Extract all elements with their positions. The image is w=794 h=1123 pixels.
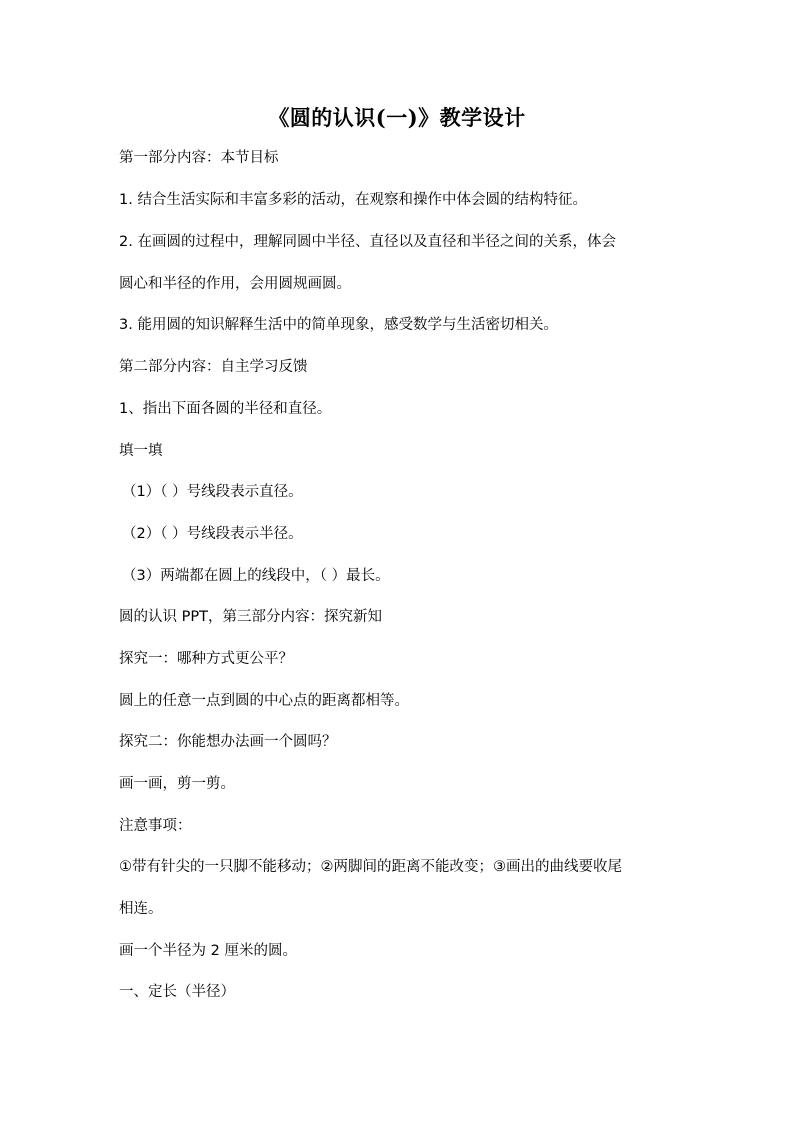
section-heading-goals: 第一部分内容：本节目标 — [119, 150, 279, 166]
section-heading-explore: 圆的认识 PPT，第三部分内容：探究新知 — [119, 609, 382, 625]
fill-in-item-2: （2）（ ）号线段表示半径。 — [122, 526, 303, 542]
subheading-fixed-length: 一、定长（半径） — [119, 984, 235, 1000]
notes-heading: 注意事项： — [119, 818, 192, 834]
fill-in-heading: 填一填 — [119, 443, 163, 459]
document-title: 《圆的认识(一)》教学设计 — [268, 105, 526, 130]
explore-one-heading: 探究一：哪种方式更公平？ — [119, 651, 293, 667]
fill-in-item-3: （3）两端都在圆上的线段中，（ ）最长。 — [122, 568, 390, 584]
draw-circle-task: 画一个半径为 2 厘米的圆。 — [119, 943, 297, 959]
exercise-prompt: 1、指出下面各圆的半径和直径。 — [119, 401, 332, 417]
notes-text-continued: 相连。 — [119, 901, 163, 917]
goal-item-2-continued: 圆心和半径的作用，会用圆规画圆。 — [119, 276, 351, 292]
goal-item-3: 3. 能用圆的知识解释生活中的简单现象，感受数学与生活密切相关。 — [119, 317, 558, 333]
explore-two-heading: 探究二：你能想办法画一个圆吗？ — [119, 734, 337, 750]
goal-item-1: 1. 结合生活实际和丰富多彩的活动，在观察和操作中体会圆的结构特征。 — [119, 192, 587, 208]
section-heading-feedback: 第二部分内容：自主学习反馈 — [119, 359, 308, 375]
goal-item-2: 2. 在画圆的过程中，理解同圆中半径、直径以及直径和半径之间的关系，体会 — [119, 234, 616, 250]
explore-two-text: 画一画，剪一剪。 — [119, 776, 235, 792]
notes-text: ①带有针尖的一只脚不能移动；②两脚间的距离不能改变；③画出的曲线要收尾 — [119, 859, 622, 875]
fill-in-item-1: （1）（ ）号线段表示直径。 — [122, 484, 303, 500]
explore-one-text: 圆上的任意一点到圆的中心点的距离都相等。 — [119, 693, 409, 709]
